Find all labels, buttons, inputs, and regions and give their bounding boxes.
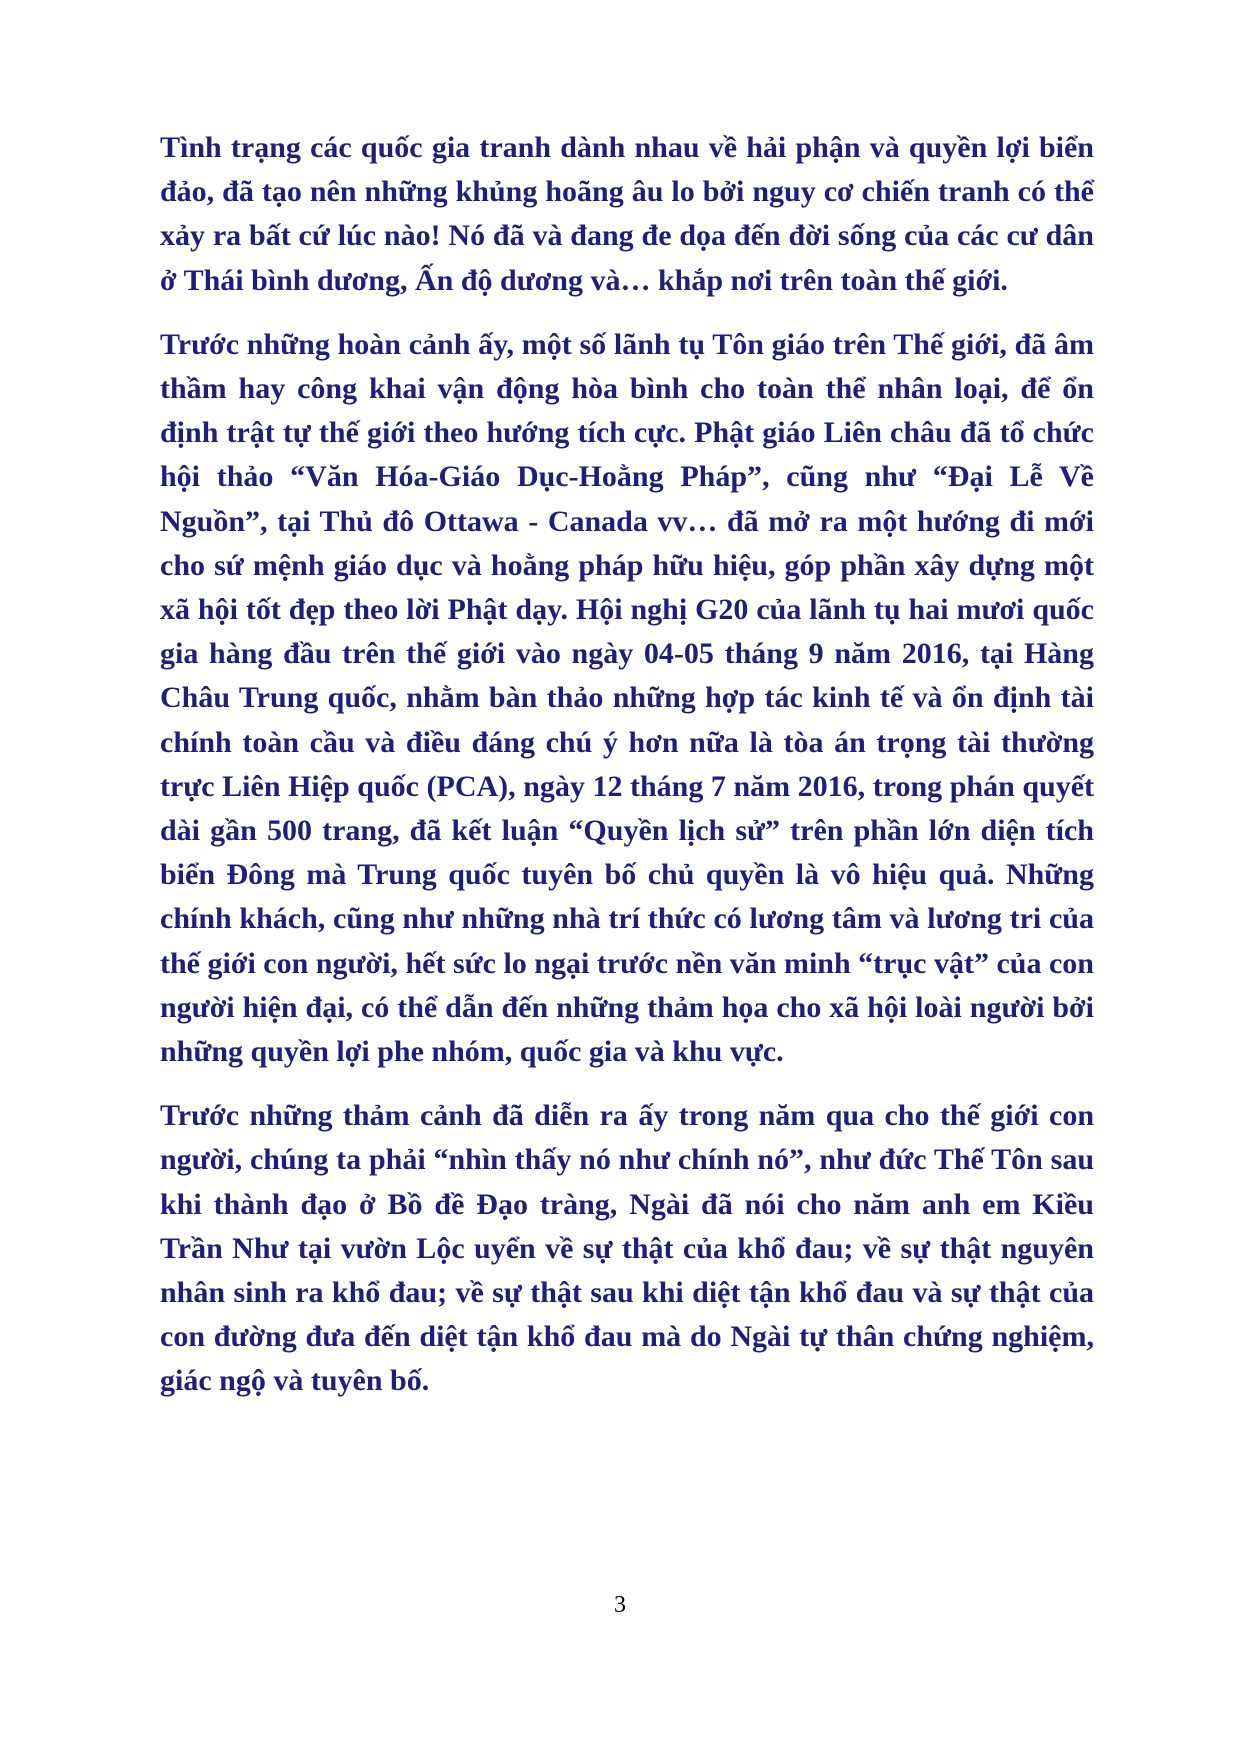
paragraph-3: Trước những thảm cảnh đã diễn ra ấy trong năm qua cho thế giới con người, chúng ta phải “nhìn thấy nó như chính nó”, như đức Thế Tôn sau khi thành đạo ở Bồ đề Đạo tràng, Ngài đã nói cho năm anh em Kiều Trần Như tại vườn Lộc uyển về sự thật của khổ đau; về sự thật nguyên nhân sinh ra khổ đau; về sự thật sau khi diệt tận khổ đau và sự thật của con đường đưa đến diệt tận khổ đau mà do Ngài tự thân chứng nghiệm, giác ngộ và tuyên bố. [160,1099,1094,1398]
paragraph-2: Trước những hoàn cảnh ấy, một số lãnh tụ Tôn giáo trên Thế giới, đã âm thầm hay công khai vận động hòa bình cho toàn thể nhân loại, để ổn định trật tự thế giới theo hướng tích cực. Phật giáo Liên châu đã tổ chức hội thảo “Văn Hóa-Giáo Dục-Hoằng Pháp”, cũng như “Đại Lễ Về Nguồn”, tại Thủ đô Ottawa - Canada vv… đã mở ra một hướng đi mới cho sứ mệnh giáo dục và hoằng pháp hữu hiệu, góp phần xây dựng một xã hội tốt đẹp theo lời Phật dạy. Hội nghị G20 của lãnh tụ hai mươi quốc gia hàng đầu trên thế giới vào ngày 04-05 tháng 9 năm 2016, tại Hàng Châu Trung quốc, nhằm bàn thảo những hợp tác kinh tế và ổn định tài chính toàn cầu và điều đáng chú ý hơn nữa là tòa án trọng tài thường trực Liên Hiệp quốc (PCA), ngày 12 tháng 7 năm 2016, trong phán quyết dài gần 500 trang, đã kết luận “Quyền lịch sử” trên phần lớn diện tích biển Đông mà Trung quốc tuyên bố chủ quyền là vô hiệu quả. Những chính khách, cũng như những nhà trí thức có lương tâm và lương tri của thế giới con người, hết sức lo ngại trước nền văn minh “trục vật” của con người hiện đại, có thể dẫn đến những thảm họa cho xã hội loài người bởi những quyền lợi phe nhóm, quốc gia và khu vực. [160,327,1094,1069]
paragraph-1: Tình trạng các quốc gia tranh dành nhau về hải phận và quyền lợi biển đảo, đã tạo nên những khủng hoãng âu lo bởi nguy cơ chiến tranh có thể xảy ra bất cứ lúc nào! Nó đã và đang đe dọa đến đời sống của các cư dân ở Thái bình dương, Ấn độ dương và… khắp nơi trên toàn thế giới. [160,131,1094,297]
page-number: 3 [614,1592,626,1618]
page-body [160,126,1094,1424]
